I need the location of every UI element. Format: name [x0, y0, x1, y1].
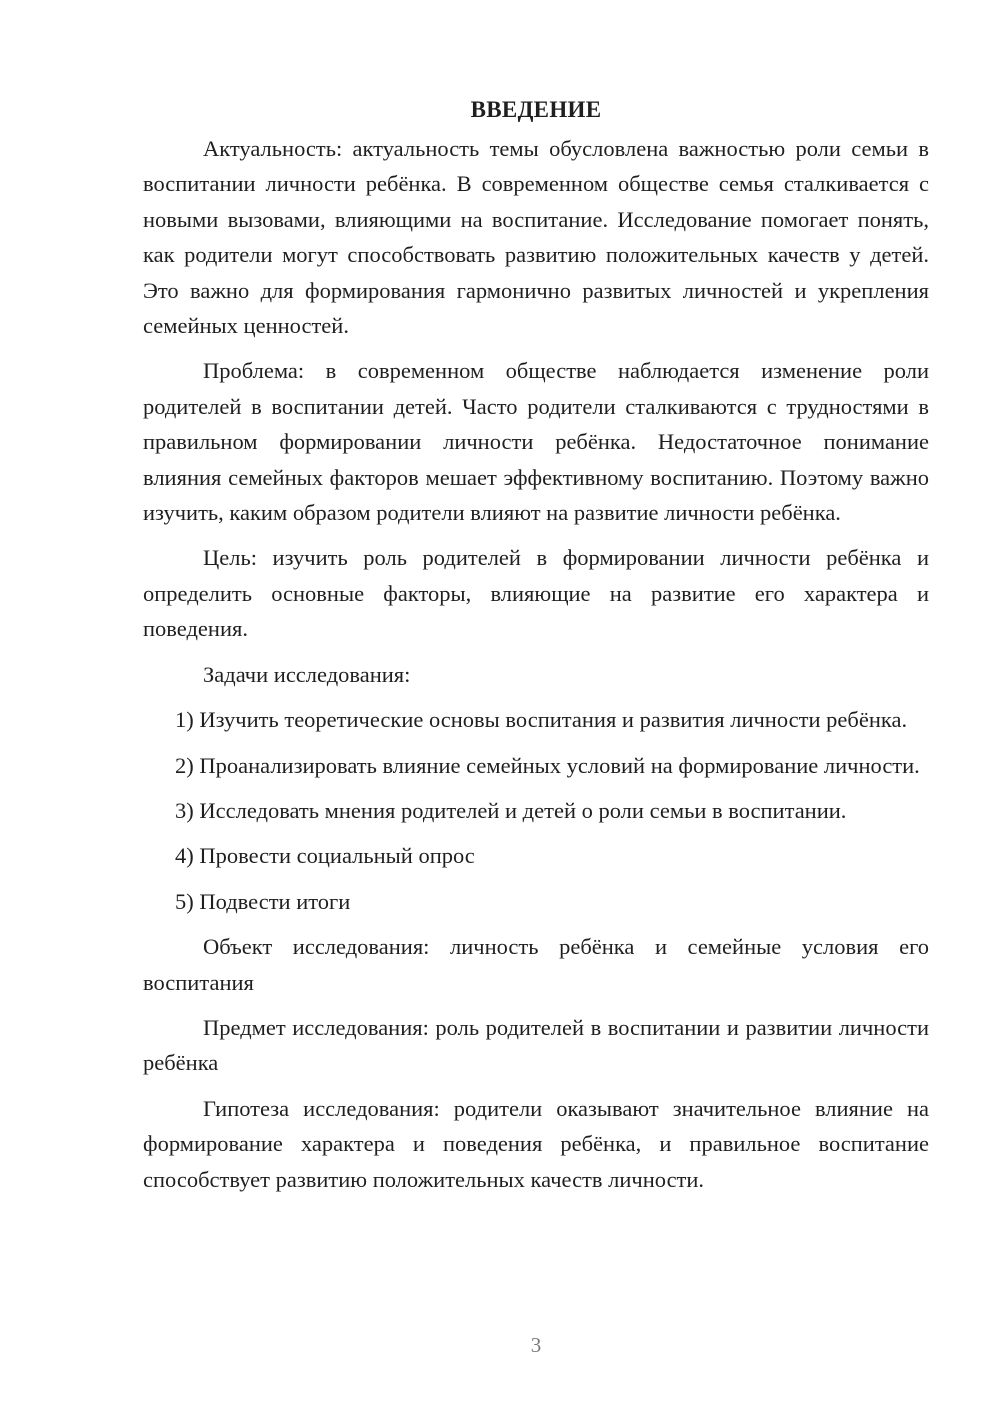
goal-paragraph: Цель: изучить роль родителей в формировании личности ребёнка и определить основные факторы, влияющие на развитие его характера и поведения. [143, 545, 929, 642]
task-item: 5) Подвести итоги [175, 888, 351, 914]
task-item: 4) Провести социальный опрос [175, 843, 475, 869]
task-item: 1) Изучить теоретические основы воспитания и развития личности ребёнка. [175, 707, 908, 733]
task-item: 3) Исследовать мнения родителей и детей о роли семьи в воспитании. [175, 797, 847, 823]
page-number: 3 [530, 1333, 542, 1357]
relevance-paragraph: Актуальность: актуальность темы обусловлена важностью роли семьи в воспитании личности ребёнка. В современном обществе семья сталкивается с новыми вызовами, влияющими на воспитание. Исследование помогает понять, как родители могут способствовать развитию положительных качеств у детей. Это важно для формирования гармонично развитых личностей и укрепления семейных ценностей. [143, 136, 929, 339]
tasks-heading: Задачи исследования: [203, 661, 411, 687]
object-paragraph: Объект исследования: личность ребёнка и семейные условия его воспитания [143, 934, 929, 995]
document-page [143, 92, 929, 1207]
hypothesis-paragraph: Гипотеза исследования: родители оказывают значительное влияние на формирование характера и поведения ребёнка, и правильное воспитание способствует развитию положительных качеств личности. [143, 1095, 929, 1192]
tasks-list [143, 702, 929, 919]
task-item: 2) Проанализировать влияние семейных условий на формирование личности. [175, 752, 920, 778]
subject-paragraph: Предмет исследования: роль родителей в воспитании и развитии личности ребёнка [143, 1014, 929, 1076]
problem-paragraph: Проблема: в современном обществе наблюдается изменение роли родителей в воспитании детей. Часто родители сталкиваются с трудностями в правильном формировании личности ребёнка. Недостаточное понимание влияния семейных факторов мешает эффективному воспитанию. Поэтому важно изучить, каким образом родители влияют на развитие личности ребёнка. [143, 358, 929, 526]
document-title: ВВЕДЕНИЕ [470, 97, 602, 122]
